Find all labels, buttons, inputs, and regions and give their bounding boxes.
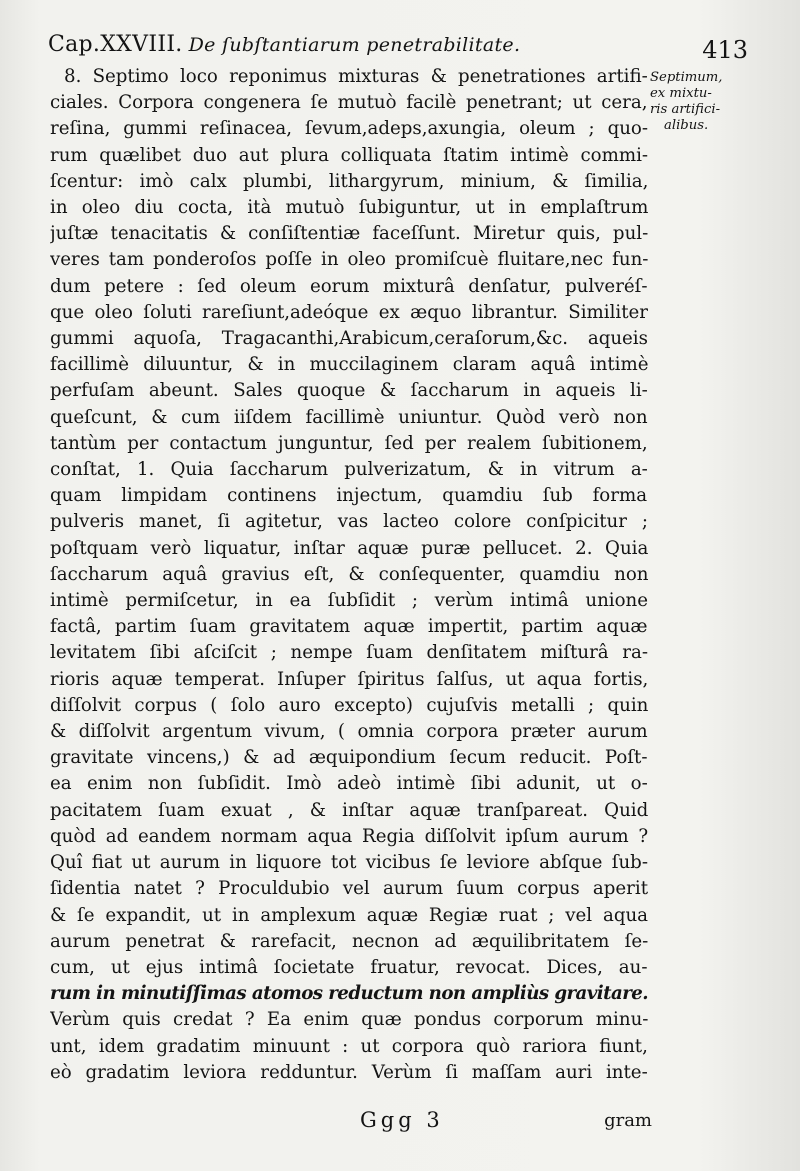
text-line: ſaccharum aquâ gravius eſt, & conſequenter, quamdiu non: [50, 563, 648, 585]
text-line: quam limpidam continens injectum, quamdiu ſub forma: [50, 485, 648, 507]
text-line: in oleo diu cocta, ità mutuò ſubiguntur, ut in emplaſtrum: [50, 197, 648, 219]
chapter-title: De ſubſtantiarum penetrabilitate.: [188, 34, 521, 56]
text-line: ſcentur: imò calx plumbi, lithargyrum, minium, & ſimilia,: [50, 170, 648, 192]
text-line: rum in minutiſſimas atomos reductum non ampliùs gravitare.: [50, 983, 648, 1005]
text-line: Verùm quis credat ? Ea enim quæ pondus corporum minu-: [50, 1009, 648, 1031]
text-line: veres tam ponderoſos poſſe in oleo promiſcuè fluitare,nec fun-: [50, 249, 648, 271]
catchword: gram: [604, 1110, 652, 1131]
text-line: intimè permiſcetur, in ea ſubſidit ; verùm intimâ unione: [50, 590, 648, 612]
text-line: eò gradatim leviora redduntur. Verùm ſi maſſam auri inte-: [50, 1061, 648, 1083]
marginal-note: [650, 70, 748, 134]
signature-mark: Ggg 3: [360, 1108, 444, 1132]
text-line: pacitatem ſuam exuat , & inſtar aquæ tranſpareat. Quid: [50, 799, 648, 821]
text-line: diſſolvit corpus ( ſolo auro excepto) cujuſvis metalli ; quin: [50, 694, 648, 716]
text-line: levitatem ſibi aſciſcit ; nempe ſuam denſitatem miſturâ ra-: [50, 642, 648, 664]
text-line: gravitate vincens,) & ad æquipondium ſecum reducit. Poſt-: [50, 747, 648, 769]
page-header: [48, 26, 748, 66]
text-line: reſina, gummi reſinacea, ſevum,adeps,axungia, oleum ; quo-: [50, 118, 648, 140]
chapter-label: Cap.XXVIII.: [48, 32, 183, 57]
text-line: conſtat, 1. Quia ſaccharum pulverizatum, & in vitrum a-: [50, 459, 648, 481]
text-line: ſidentia natet ? Proculdubio vel aurum ſuum corpus aperit: [50, 878, 648, 900]
text-line: & diſſolvit argentum vivum, ( omnia corpora præter aurum: [50, 721, 648, 743]
marginal-note-line: ex mixtu-: [650, 86, 712, 101]
text-line: poſtquam verò liquatur, inſtar aquæ puræ pellucet. 2. Quia: [50, 537, 648, 559]
page-footer: [50, 1108, 652, 1138]
text-line: aurum penetrat & rarefacit, necnon ad æquilibritatem ſe-: [50, 930, 648, 952]
marginal-note-line: Septimum,: [650, 70, 723, 85]
text-line: perfuſam abeunt. Sales quoque & ſaccharum in aqueis li-: [50, 380, 648, 402]
text-line: juſtæ tenacitatis & conſiſtentiæ faceſſunt. Miretur quis, pul-: [50, 223, 648, 245]
body-text: [50, 64, 648, 1086]
page-number: 413: [702, 36, 748, 64]
text-line: factâ, partim ſuam gravitatem aquæ impertit, partim aquæ: [50, 616, 648, 638]
marginal-note-line: ris artifici-: [650, 102, 721, 117]
text-line: ea enim non ſubſidit. Imò adeò intimè ſibi adunit, ut o-: [50, 773, 648, 795]
text-line: & ſe expandit, ut in amplexum aquæ Regiæ ruat ; vel aqua: [50, 904, 648, 926]
text-line: 8. Septimo loco reponimus mixturas & penetrationes artifi-: [64, 66, 648, 87]
text-line: pulveris manet, ſi agitetur, vas lacteo colore conſpicitur ;: [50, 511, 648, 533]
text-line: ciales. Corpora congenera ſe mutuò facilè penetrant; ut cera,: [50, 92, 648, 114]
running-head: [48, 32, 520, 57]
text-line: rum quælibet duo aut plura colliquata ſtatim intimè commi-: [50, 144, 648, 166]
text-line: cum, ut ejus intimâ ſocietate fruatur, revocat. Dices, au-: [50, 956, 648, 978]
text-line: tantùm per contactum junguntur, ſed per realem ſubitionem,: [50, 432, 648, 454]
text-line: unt, idem gradatim minuunt : ut corpora quò rariora fiunt,: [50, 1035, 648, 1057]
text-line: dum petere : ſed oleum eorum mixturâ denſatur, pulveréſ-: [50, 275, 648, 297]
marginal-note-line: alibus.: [664, 118, 709, 133]
text-line: queſcunt, & cum iiſdem facillimè uniuntur. Quòd verò non: [50, 406, 648, 428]
text-line: Quî fiat ut aurum in liquore tot vicibus ſe leviore abſque ſub-: [50, 852, 648, 874]
text-line: que oleo ſoluti rareſiunt,adeóque ex æquo librantur. Similiter: [50, 301, 648, 323]
text-line: rioris aquæ temperat. Inſuper ſpiritus ſalſus, ut aqua fortis,: [50, 668, 648, 690]
text-line: gummi aquoſa, Tragacanthi,Arabicum,ceraſorum,&c. aqueis: [50, 328, 648, 350]
text-line: quòd ad eandem normam aqua Regia diſſolvit ipſum aurum ?: [50, 825, 648, 847]
text-line: facillimè diluuntur, & in muccilaginem claram aquâ intimè: [50, 354, 648, 376]
